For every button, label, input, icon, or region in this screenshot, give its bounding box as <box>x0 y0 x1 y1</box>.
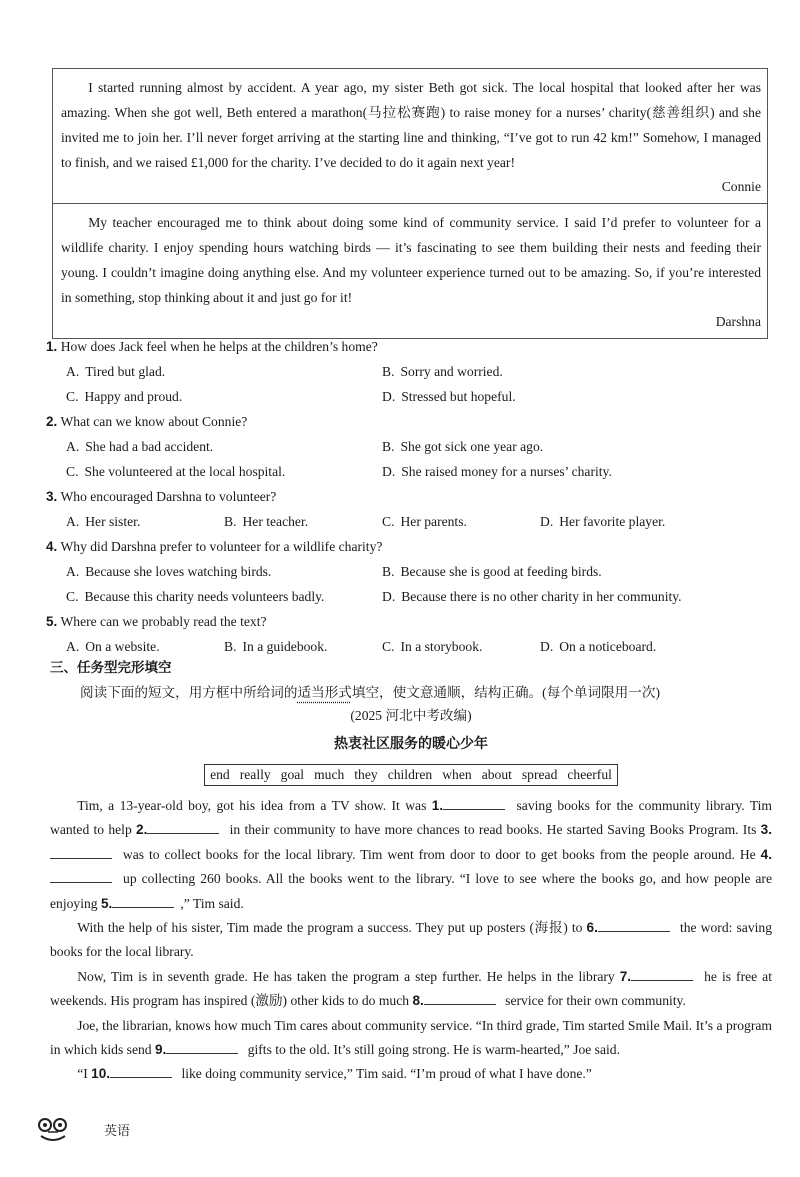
option-b[interactable]: B. She got sick one year ago. <box>382 439 544 454</box>
option-c[interactable]: C. Happy and proud. <box>66 389 183 404</box>
blank-number: 10. <box>91 1066 111 1082</box>
question-number: 1 <box>46 339 54 354</box>
word-bank-item: end <box>210 767 230 782</box>
word-bank-item: when <box>442 767 472 782</box>
passage-connie <box>53 69 767 203</box>
cloze-paragraph: Joe, the librarian, knows how much Tim cares about community service. “In third grade, Tim started Smile Mail. It’s a program in which kids send 9. gifts to the old. It’s still going strong. He is warm-hearted,” Joe said. <box>50 1017 772 1058</box>
word-bank-item: cheerful <box>567 767 612 782</box>
word-bank-item: children <box>387 767 433 782</box>
word-bank-item: they <box>354 767 378 782</box>
question-stem: What can we know about Connie? <box>60 414 248 429</box>
option-a[interactable]: A. On a website. <box>66 639 160 654</box>
cloze-paragraph: With the help of his sister, Tim made the program a success. They put up posters (海报) to 6. the word: saving books for the local library. <box>50 920 772 960</box>
answer-blank[interactable] <box>598 918 670 932</box>
emphasized-instruction: 适当形式 <box>297 685 352 700</box>
option-d[interactable]: D. She raised money for a nurses’ charity. <box>382 464 612 479</box>
cloze-passage <box>50 794 772 1087</box>
answer-blank[interactable] <box>110 1064 172 1078</box>
question-2: 2. What can we know about Connie? A. She had a bad accident. B. She got sick one year ago. C. She volunteered at the local hospital. D. She raised money for a nurses’ charity. <box>46 409 770 484</box>
option-b[interactable]: B. Because she is good at feeding birds. <box>382 564 602 579</box>
option-d[interactable]: D. On a noticeboard. <box>540 639 657 654</box>
option-b[interactable]: B. Her teacher. <box>224 514 309 529</box>
question-4: 4. Why did Darshna prefer to volunteer for a wildlife charity? A. Because she loves watching birds. B. Because she is good at feeding birds. C. Because this charity needs volunteers badly. D. Because there is no other charity in her community. <box>46 534 770 609</box>
blank-number: 9. <box>154 1042 167 1058</box>
question-number: 2 <box>46 414 54 429</box>
question-stem: Who encouraged Darshna to volunteer? <box>60 489 277 504</box>
option-d[interactable]: D. Her favorite player. <box>540 514 666 529</box>
option-c[interactable]: C. She volunteered at the local hospital. <box>66 464 286 479</box>
answer-blank[interactable] <box>50 845 112 859</box>
section-instruction: 阅读下面的短文，用方框中所给词的适当形式填空，使文意通顺，结构正确。(每个单词限用一次) <box>80 685 660 700</box>
mascot-logo-icon <box>36 1116 70 1142</box>
source-note: (2025 河北中考改编) <box>350 708 472 723</box>
passage-title: 热衷社区服务的暖心少年 <box>334 736 488 752</box>
question-stem: Where can we probably read the text? <box>60 614 267 629</box>
cloze-paragraph: Tim, a 13-year-old boy, got his idea from a TV show. It was 1. saving books for the community library. Tim wanted to help 2. in their community to have more chances to read books. He started Saving Books Program. Its 3. was to collect books for the local library. Tim went from door to door to get books from the people around. He 4. up collecting 260 books. All the books went to the library. “I love to see where the books go, and how people are enjoying 5. ,” Tim said. <box>50 798 772 911</box>
option-c[interactable]: C. Her parents. <box>382 514 467 529</box>
question-stem: Why did Darshna prefer to volunteer for a wildlife charity? <box>60 539 383 554</box>
answer-blank[interactable] <box>50 869 112 883</box>
question-number: 4 <box>46 539 54 554</box>
question-3: 3. Who encouraged Darshna to volunteer? A. Her sister. B. Her teacher. C. Her parents. D. Her favorite player. <box>46 484 770 534</box>
option-d[interactable]: D. Because there is no other charity in her community. <box>382 589 682 604</box>
reading-passage-box <box>52 68 768 339</box>
option-d[interactable]: D. Stressed but hopeful. <box>382 389 516 404</box>
question-number: 3 <box>46 489 54 504</box>
answer-blank[interactable] <box>424 991 496 1005</box>
option-a[interactable]: A. Because she loves watching birds. <box>66 564 272 579</box>
blank-number: 2. <box>136 822 148 838</box>
option-b[interactable]: B. In a guidebook. <box>224 639 328 654</box>
word-bank <box>204 764 618 786</box>
blank-number: 4. <box>760 846 772 862</box>
subject-label: 英语 <box>104 1123 131 1139</box>
cloze-paragraph: “I 10. like doing community service,” Tim said. “I’m proud of what I have done.” <box>77 1066 592 1082</box>
passage-author: Connie <box>721 179 761 194</box>
passage-text: I started running almost by accident. A year ago, my sister Beth got sick. The local hospital that looked after her was amazing. When she got well, Beth entered a marathon(马拉松赛跑) to raise money for a nurses’ charity(慈善组织) and she invited me to join her. I’ll never forget arriving at the starting line and thinking, “I’ve got to run 42 km!” Somehow, I managed to finish, and we raised £1,000 for the charity. I’ve decided to do it again next year! <box>61 80 761 170</box>
blank-number: 5. <box>100 895 113 911</box>
blank-number: 6. <box>586 920 598 936</box>
answer-blank[interactable] <box>112 894 174 908</box>
section-title: 三、任务型完形填空 <box>50 660 172 676</box>
question-1: 1. How does Jack feel when he helps at the children’s home? A. Tired but glad. B. Sorry and worried. C. Happy and proud. D. Stressed but hopeful. <box>46 334 770 409</box>
word-bank-item: much <box>314 767 345 782</box>
word-bank-item: really <box>239 767 271 782</box>
passage-author: Darshna <box>715 314 761 329</box>
blank-number: 3. <box>760 822 772 838</box>
question-stem: How does Jack feel when he helps at the children’s home? <box>60 339 378 354</box>
option-c[interactable]: C. In a storybook. <box>382 639 483 654</box>
question-list <box>46 334 770 659</box>
passage-darshna <box>53 203 767 338</box>
option-a[interactable]: A. She had a bad accident. <box>66 439 214 454</box>
answer-blank[interactable] <box>166 1040 238 1054</box>
word-bank-item: about <box>481 767 512 782</box>
page-footer <box>36 1116 130 1142</box>
question-5: 5. Where can we probably read the text? A. On a website. B. In a guidebook. C. In a storybook. D. On a noticeboard. <box>46 609 770 659</box>
answer-blank[interactable] <box>443 796 505 810</box>
answer-blank[interactable] <box>631 967 693 981</box>
option-a[interactable]: A. Tired but glad. <box>66 364 166 379</box>
option-a[interactable]: A. Her sister. <box>66 514 141 529</box>
option-c[interactable]: C. Because this charity needs volunteers badly. <box>66 589 325 604</box>
question-number: 5 <box>46 614 54 629</box>
blank-number: 1. <box>431 798 444 813</box>
answer-blank[interactable] <box>147 820 219 834</box>
blank-number: 8. <box>412 993 424 1009</box>
passage-text: My teacher encouraged me to think about doing some kind of community service. I said I’d prefer to volunteer for a wildlife charity. I enjoy spending hours watching birds — it’s fascinating to see them building their nests and feeding their young. I couldn’t imagine doing anything else. And my volunteer experience turned out to be amazing. So, if you’re interested in something, stop thinking about it and just go for it! <box>61 215 761 305</box>
option-b[interactable]: B. Sorry and worried. <box>382 364 503 379</box>
cloze-paragraph: Now, Tim is in seventh grade. He has taken the program a step further. He helps in the library 7. he is free at weekends. His program has inspired (激励) other kids to do much 8. service for their own community. <box>50 968 772 1009</box>
word-bank-item: goal <box>280 767 305 782</box>
section-cloze <box>50 658 772 1087</box>
word-bank-item: spread <box>521 767 558 782</box>
blank-number: 7. <box>619 968 632 984</box>
